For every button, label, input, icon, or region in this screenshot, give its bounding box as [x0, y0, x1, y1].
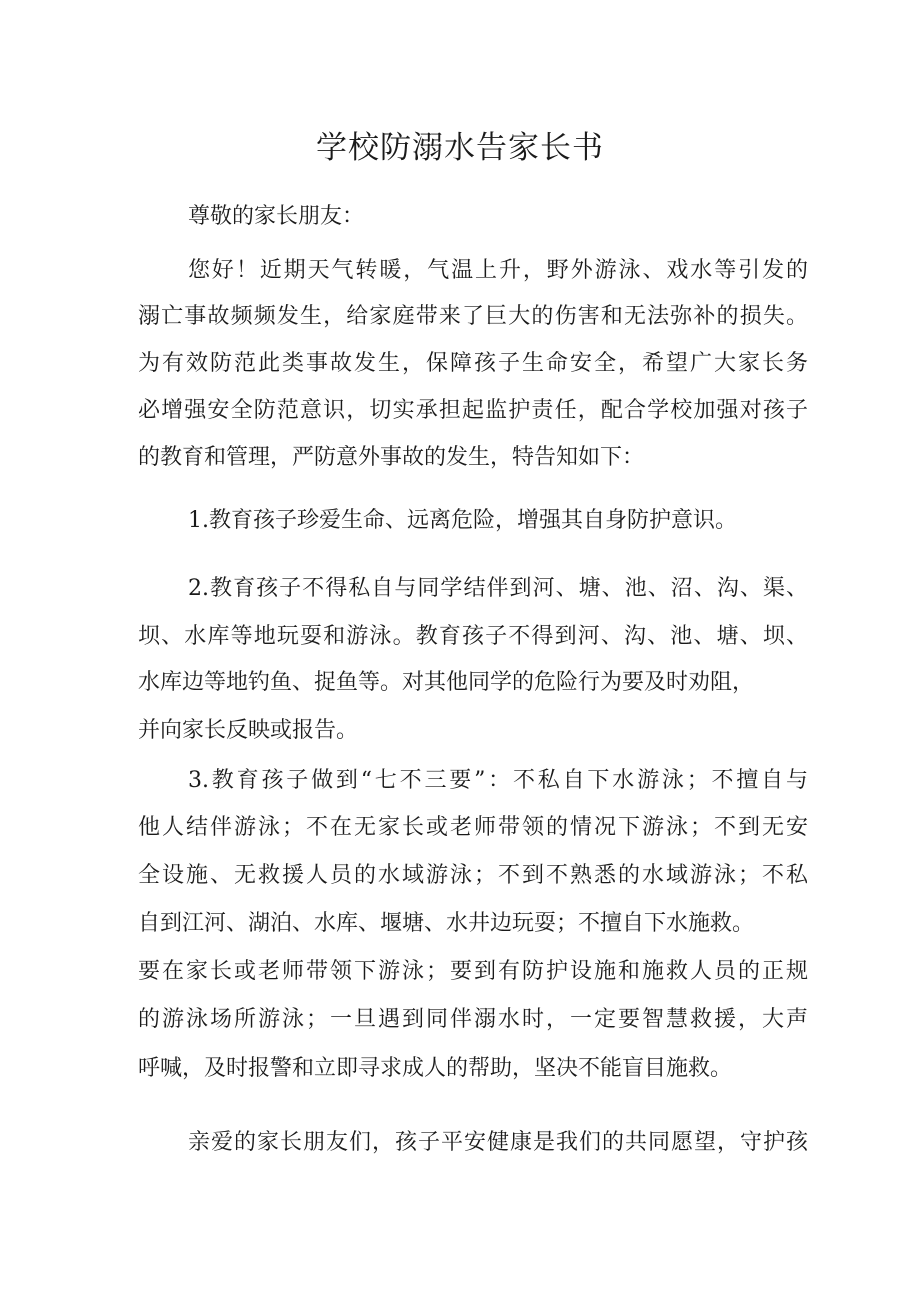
item-2-line-3: 水库边等地钓鱼、捉鱼等。对其他同学的危险行为要及时劝阻，	[138, 670, 755, 695]
item-3-line-7: 呼喊，及时报警和立即寻求成人的帮助，坚决不能盲目施救。	[138, 1056, 733, 1081]
item-3-line-6: 的游泳场所游泳；一旦遇到同伴溺水时，一定要智慧救援，大声	[138, 1007, 808, 1032]
paragraph-1-line-4: 必增强安全防范意识，切实承担起监护责任，配合学校加强对孩子	[138, 398, 808, 423]
item-3-line-3: 全设施、无救援人员的水域游泳；不到不熟悉的水域游泳；不私	[138, 863, 808, 888]
item-3-line-2: 他人结伴游泳；不在无家长或老师带领的情况下游泳；不到无安	[138, 815, 808, 840]
paragraph-1-line-2: 溺亡事故频频发生，给家庭带来了巨大的伤害和无法弥补的损失。	[138, 304, 808, 329]
item-2-line-4: 并向家长反映或报告。	[138, 718, 359, 743]
item-3-line-5: 要在家长或老师带领下游泳；要到有防护设施和施救人员的正规	[138, 959, 808, 984]
closing-line-1: 亲爱的家长朋友们，孩子平安健康是我们的共同愿望，守护孩	[188, 1130, 808, 1155]
paragraph-1-line-5: 的教育和管理，严防意外事故的发生，特告知如下：	[138, 445, 645, 470]
paragraph-1-line-1: 您好！近期天气转暖，气温上升，野外游泳、戏水等引发的	[188, 258, 808, 283]
item-3-line-1: 3.教育孩子做到“七不三要”：不私自下水游泳；不擅自与	[188, 768, 808, 793]
item-2-line-1: 2.教育孩子不得私自与同学结伴到河、塘、池、沼、沟、渠、	[188, 576, 808, 601]
paragraph-1-line-3: 为有效防范此类事故发生，保障孩子生命安全，希望广大家长务	[138, 351, 808, 376]
document-title: 学校防溺水告家长书	[316, 130, 604, 166]
item-1-line-1: 1.教育孩子珍爱生命、远离危险，增强其自身防护意识。	[188, 508, 737, 533]
greeting: 尊敬的家长朋友：	[188, 204, 365, 229]
item-3-line-4: 自到江河、湖泊、水库、堰塘、水井边玩耍；不擅自下水施救。	[138, 911, 755, 936]
item-2-line-2: 坝、水库等地玩耍和游泳。教育孩子不得到河、沟、池、塘、坝、	[138, 624, 808, 649]
